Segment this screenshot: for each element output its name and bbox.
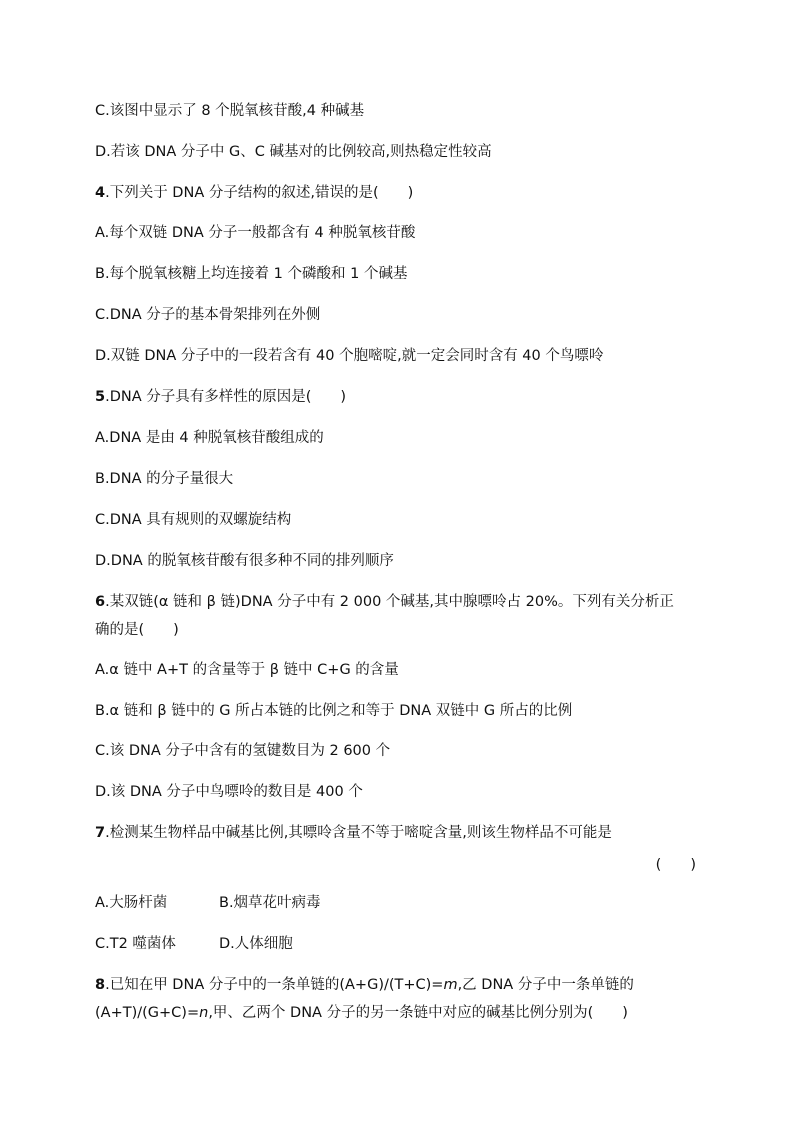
question-4: 4.下列关于 DNA 分子结构的叙述,错误的是( ) bbox=[95, 185, 414, 201]
option-7a: A.大肠杆菌 bbox=[95, 895, 168, 911]
option-3c: C.该图中显示了 8 个脱氧核苷酸,4 种碱基 bbox=[95, 103, 365, 119]
options-7cd bbox=[95, 934, 293, 954]
option-6c: C.该 DNA 分子中含有的氢键数目为 2 600 个 bbox=[95, 743, 391, 759]
option-6b: B.α 链和 β 链中的 G 所占本链的比例之和等于 DNA 双链中 G 所占的比例 bbox=[95, 703, 573, 719]
option-3d: D.若该 DNA 分子中 G、C 碱基对的比例较高,则热稳定性较高 bbox=[95, 144, 492, 160]
option-5b: B.DNA 的分子量很大 bbox=[95, 471, 234, 487]
question-6-cont: 确的是( ) bbox=[95, 622, 179, 638]
option-4a: A.每个双链 DNA 分子一般都含有 4 种脱氧核苷酸 bbox=[95, 225, 416, 241]
question-8-cont: (A+T)/(G+C)=n,甲、乙两个 DNA 分子的另一条链中对应的碱基比例分别为( ) bbox=[95, 1005, 628, 1021]
option-4d: D.双链 DNA 分子中的一段若含有 40 个胞嘧啶,就一定会同时含有 40 个鸟嘌呤 bbox=[95, 348, 604, 364]
question-number: 6 bbox=[95, 594, 106, 610]
option-4b: B.每个脱氧核糖上均连接着 1 个磷酸和 1 个碱基 bbox=[95, 266, 408, 282]
option-5d: D.DNA 的脱氧核苷酸有很多种不同的排列顺序 bbox=[95, 553, 394, 569]
question-number: 8 bbox=[95, 977, 106, 993]
option-7b: B.烟草花叶病毒 bbox=[219, 895, 321, 911]
option-4c: C.DNA 分子的基本骨架排列在外侧 bbox=[95, 307, 321, 323]
variable-n: n bbox=[199, 1005, 209, 1021]
option-7c: C.T2 噬菌体 bbox=[95, 936, 176, 952]
option-5a: A.DNA 是由 4 种脱氧核苷酸组成的 bbox=[95, 430, 324, 446]
question-7: 7.检测某生物样品中碱基比例,其嘌呤含量不等于嘧啶含量,则该生物样品不可能是 bbox=[95, 825, 612, 841]
option-6a: A.α 链中 A+T 的含量等于 β 链中 C+G 的含量 bbox=[95, 662, 399, 678]
question-8: 8.已知在甲 DNA 分子中的一条单链的(A+G)/(T+C)=m,乙 DNA 分子中一条单链的 bbox=[95, 977, 634, 993]
options-7ab bbox=[95, 893, 321, 913]
question-5: 5.DNA 分子具有多样性的原因是( ) bbox=[95, 389, 347, 405]
question-number: 5 bbox=[95, 389, 106, 405]
question-6: 6.某双链(α 链和 β 链)DNA 分子中有 2 000 个碱基,其中腺嘌呤占 20%。下列有关分析正 bbox=[95, 594, 674, 610]
option-6d: D.该 DNA 分子中鸟嘌呤的数目是 400 个 bbox=[95, 784, 363, 800]
option-5c: C.DNA 具有规则的双螺旋结构 bbox=[95, 512, 292, 528]
answer-paren: ( ) bbox=[655, 857, 696, 873]
question-number: 7 bbox=[95, 825, 106, 841]
question-number: 4 bbox=[95, 185, 106, 201]
variable-m: m bbox=[443, 977, 458, 993]
option-7d: D.人体细胞 bbox=[219, 936, 293, 952]
